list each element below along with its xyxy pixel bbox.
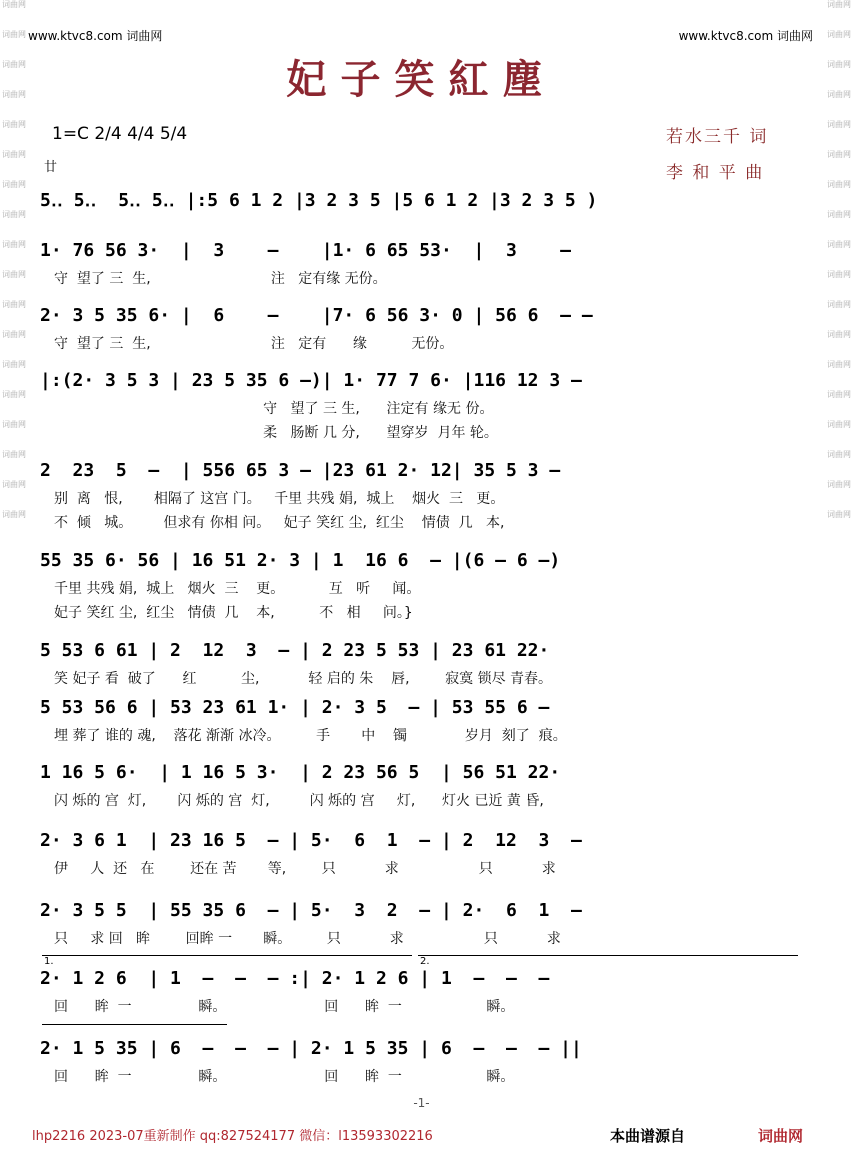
notes-line: 2· 1 2 6 | 1 — — — :| 2· 1 2 6 | 1 — — — (40, 968, 550, 989)
lyric-line: 埋 葬了 谁的 魂, 落花 渐渐 冰冷。 手 中 镯 岁月 刻了 痕。 (54, 728, 567, 744)
lyric-line: 不 倾 城。 但求有 你相 问。 妃子 笑红 尘, 红尘 情债 几 本, (54, 515, 505, 531)
lyric-line: 只 求 回 眸 回眸 一 瞬。 只 求 只 求 (54, 931, 561, 947)
key-time-signature: 1=C 2/4 4/4 5/4 (52, 124, 188, 144)
notes-line: 5 53 6 61 | 2 12 3 — | 2 23 5 53 | 23 61 22· (40, 640, 550, 661)
lyric-line: 回 眸 一 瞬。 回 眸 一 瞬。 (54, 999, 515, 1015)
lyric-line: 守 望了 三 生, 注 定有 缘 无份。 (54, 336, 454, 352)
tempo-mark: 廿 (44, 160, 58, 175)
composer: 李 和 平 曲 (666, 163, 765, 183)
side-watermark-right: 词曲网 词曲网 词曲网 词曲网 词曲网 词曲网 词曲网 词曲网 词曲网 词曲网 词曲网 词曲网 词曲网 词曲网 词曲网 词曲网 词曲网 词曲网 (827, 0, 851, 519)
notes-line: 2· 3 6 1 | 23 16 5 — | 5· 6 1 — | 2 12 3 — (40, 830, 582, 851)
lyricist: 若水三千 词 (666, 127, 769, 147)
lyric-line: 别 离 恨, 相隔了 这宫 门。 千里 共残 娟, 城上 烟火 三 更。 (54, 491, 505, 507)
lyric-line: 千里 共残 娟, 城上 烟火 三 更。 互 听 闻。 (54, 581, 421, 597)
volta-first-label: 1. (44, 956, 54, 967)
notes-line: 2 23 5 — | 556 65 3 — |23 61 2· 12| 35 5 3 — (40, 460, 561, 481)
volta-first-line (42, 955, 412, 956)
lyric-line: 柔 肠断 几 分, 望穿岁 月年 轮。 (54, 425, 498, 441)
site-url-left[interactable]: www.ktvc8.com 词曲网 (28, 29, 163, 43)
notes-line: 1· 76 56 3· | 3 — |1· 6 65 53· | 3 — (40, 240, 572, 261)
volta-second-label: 2. (420, 956, 430, 967)
lyric-line: 笑 妃子 看 破了 红 尘, 轻 启的 朱 唇, 寂寞 锁尽 青春。 (54, 671, 553, 687)
notes-line: 2· 3 5 35 6· | 6 — |7· 6 56 3· 0 | 56 6 — — (40, 305, 593, 326)
volta-first-end (42, 1024, 227, 1025)
notes-line: |:(2· 3 5 3 | 23 5 35 6 —)| 1· 77 7 6· |116 12 3 — (40, 370, 582, 391)
page-number: -1- (413, 1096, 430, 1110)
song-title: 妃子笑紅塵 (286, 56, 557, 103)
lyric-line: 守 望了 三 生, 注 定有缘 无份。 (54, 271, 387, 287)
side-watermark-left: 词曲网 词曲网 词曲网 词曲网 词曲网 词曲网 词曲网 词曲网 词曲网 词曲网 词曲网 词曲网 词曲网 词曲网 词曲网 词曲网 词曲网 词曲网 (2, 0, 26, 519)
notes-line: 5‥ 5‥ 5‥ 5‥ |:5 6 1 2 |3 2 3 5 |5 6 1 2 |3 2 3 5 ) (40, 190, 598, 211)
source-site[interactable]: 词曲网 (758, 1127, 804, 1145)
maker-info: lhp2216 2023-07重新制作 qq:827524177 微信：l13593302216 (32, 1129, 433, 1144)
lyric-line: 伊 人 还 在 还在 苦 等, 只 求 只 求 (54, 861, 556, 877)
notes-line: 2· 3 5 5 | 55 35 6 — | 5· 3 2 — | 2· 6 1 — (40, 900, 582, 921)
volta-second-line (418, 955, 798, 956)
notes-line: 2· 1 5 35 | 6 — — — | 2· 1 5 35 | 6 — — — || (40, 1038, 582, 1059)
notes-line: 55 35 6· 56 | 16 51 2· 3 | 1 16 6 — |(6 — 6 —) (40, 550, 561, 571)
lyric-line: 回 眸 一 瞬。 回 眸 一 瞬。 (54, 1069, 515, 1085)
source-label: 本曲谱源自 (610, 1127, 686, 1145)
notes-line: 1 16 5 6· | 1 16 5 3· | 2 23 56 5 | 56 51 22· (40, 762, 561, 783)
notes-line: 5 53 56 6 | 53 23 61 1· | 2· 3 5 — | 53 55 6 — (40, 697, 550, 718)
lyric-line: 闪 烁的 宫 灯, 闪 烁的 宫 灯, 闪 烁的 宫 灯, 灯火 已近 黄 昏, (54, 793, 544, 809)
site-url-right[interactable]: www.ktvc8.com 词曲网 (678, 29, 813, 43)
lyric-line: 守 望了 三 生, 注定有 缘无 份。 (54, 401, 494, 417)
lyric-line: 妃子 笑红 尘, 红尘 情债 几 本, 不 相 问。} (54, 605, 413, 621)
